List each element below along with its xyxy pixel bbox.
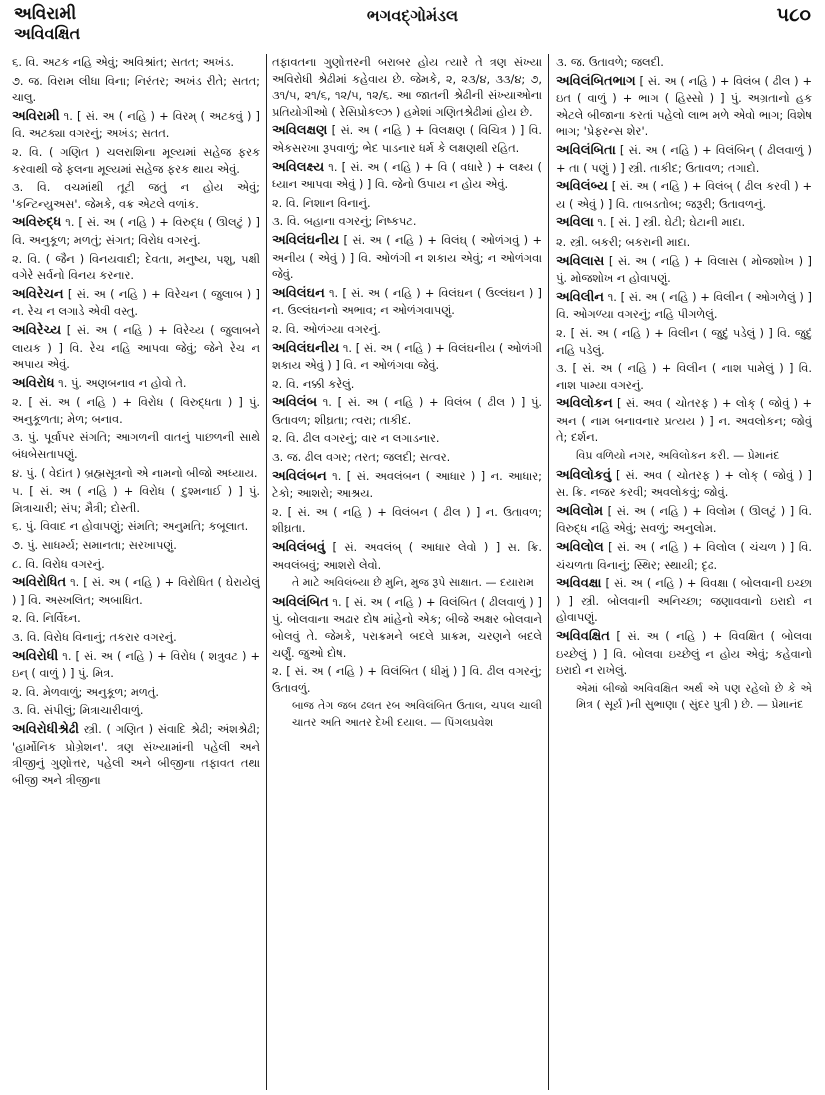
definition-text: ૧. [ સં. અ ( નહિ ) + વિલંબ ( ઢીલ ) ] પું. ઉતાવળ; શીઘ્રતા; ત્વરા; તાકીદ. — [272, 395, 542, 427]
definition-text: ૩. વિ. બહાના વગરનું; નિષ્કપટ. — [272, 214, 417, 229]
definition-text: ૧. [ સં. અ ( નહિ ) + વિલીન ( ઓગળેલું ) ] વિ. ઓગળ્યા વગરનું; નહિ પીગળેલું. — [556, 289, 812, 322]
dictionary-entry — [556, 142, 812, 176]
headword: અવિલંબન — [272, 468, 327, 484]
dictionary-entry — [12, 322, 260, 373]
dictionary-entry — [12, 144, 260, 177]
headword: અવિલંઘનીય — [272, 340, 340, 356]
dictionary-entry — [556, 467, 812, 501]
headword: અવિલોકવું — [556, 467, 612, 483]
headword: અવિલંબિત — [272, 594, 329, 610]
dictionary-entry — [12, 648, 260, 682]
headword: અવિવક્ષા — [556, 576, 602, 592]
definition-text: [ સં. અવ ( ચોતરફ ) + લોક્ ( જોવું ) + અન ( નામ બનાવનાર પ્રત્યય ) ] ન. અવલોકન; જોવું તે; દર્શન. — [556, 396, 812, 445]
headword: અવિરામી — [12, 108, 60, 124]
dictionary-entry — [556, 73, 812, 140]
dictionary-entry — [12, 483, 260, 516]
headword: અવિરેચન — [12, 286, 64, 302]
dictionary-entry — [556, 628, 812, 679]
headword: અવિરોધીશ્રેઢી — [12, 721, 80, 737]
dictionary-title: ભગવદ્ગોમંડલ — [366, 6, 459, 25]
dictionary-entry — [272, 394, 542, 428]
last-guide-word: અવિવક્ષિત — [14, 24, 81, 43]
citation-quote — [272, 575, 542, 592]
dictionary-entry — [272, 376, 542, 393]
dictionary-entry — [12, 108, 260, 142]
dictionary-entry — [556, 395, 812, 446]
headword: અવિરોધિત — [12, 575, 67, 591]
headword: અવિલક્ષણ — [272, 123, 328, 139]
column-divider — [548, 54, 549, 1090]
column-1 — [12, 54, 260, 1090]
definition-text: ૨. [ સં. અ ( નહિ ) + વિલંબિત ( ધીમું ) ] વિ. ઢીલ વગરનું; ઉતાવળું. — [272, 664, 542, 695]
dictionary-entry — [272, 594, 542, 661]
definition-text: ૧. [ સં. અ ( નહિ ) + વિરોધ ( શત્રુવટ ) + ઇન્ ( વાળું ) ] પું. મિત્ર. — [12, 648, 260, 681]
column-divider — [266, 54, 267, 1090]
definition-text: [ સં. અ ( નહિ ) + વિલોલ ( ચંચળ ) ] વિ. ચંચળતા વિનાનું; સ્થિર; સ્થાયી; દૃઢ. — [556, 540, 812, 572]
dictionary-entry — [12, 518, 260, 535]
headword: અવિલોલ — [556, 540, 604, 556]
headword: અવિરેચ્ય — [12, 322, 62, 338]
definition-text: ૬. પું. વિવાદ ન હોવાપણું; સંમતિ; અનુમતિ; કબૂલાત. — [12, 519, 249, 534]
definition-text: સ્ત્રી. ( ગણિત ) સંવાદિ શ્રેઢી; અંશશ્રેઢી; 'હાર્મોનિક પ્રોગ્રેશન'. ત્રણ સંખ્યામાંની પહેલી અને ત્રીજીનું ગુણોત્તર, પહેલી અને બીજીના તફાવત તથા બીજી અને ત્રીજીના — [12, 721, 260, 787]
headword: અવિરોધ — [12, 375, 55, 391]
definition-text: ૧. [ સં. અ ( નહિ ) + વિરોધિત ( ઘેરાયેલું ) ] વિ. અસ્ખલિત; અબાધિત. — [12, 575, 260, 607]
definition-text: ૧. [ સં. અવલંબન ( આધાર ) ] ન. આધાર; ટેકો; આશરો; આશ્રય. — [272, 468, 542, 501]
dictionary-entry — [12, 429, 260, 462]
headword: અવિલોકન — [556, 396, 613, 412]
definition-text: [ સં. અ ( નહિ ) + વિલક્ષણ ( વિચિત્ર ) ] વિ. એકસરખા રૂપવાળું; ભેદ પાડનાર ધર્મ કે લક્ષણથી રહિત. — [272, 123, 542, 155]
definition-text: ૪. પું. ( વેદાંત ) બ્રહ્મસૂત્રનો એ નામનો બીજો અધ્યાય. — [12, 465, 258, 480]
headword: અવિલીન — [556, 289, 604, 305]
dictionary-entry — [12, 251, 260, 284]
dictionary-entry — [272, 449, 542, 466]
definition-text: ૩. [ સં. અ ( નહિ ) + વિલીન ( નાશ પામેલું ) ] વિ. નાશ પામ્યા વગરનું. — [556, 361, 812, 392]
dictionary-entry — [272, 54, 542, 120]
dictionary-entry — [556, 539, 812, 573]
page-header — [0, 0, 825, 56]
dictionary-entry — [556, 575, 812, 626]
dictionary-entry — [556, 289, 812, 323]
citation-quote — [272, 698, 542, 731]
dictionary-entry — [12, 537, 260, 554]
citation-quote — [556, 448, 812, 465]
definition-text: [ સં. અ ( નહિ ) + વિલંબ્ ( ઢીલ કરવી ) + ય ( એવું ) ] વિ. તાબડતોબ; જરૂરી; ઉતાવળનું. — [556, 179, 812, 211]
definition-text: [ સં. અ ( નહિ ) + વિરેચ્ય ( જુલાબને લાયક ) ] વિ. રેચ નહિ આપવા જેવું; જેને રેચ ન અપાય એવું. — [12, 322, 260, 372]
definition-text: [ સં. અ ( નહિ ) + વિરેચન ( જુલાબ ) ] ન. રેચ ન લગાડે એવી વસ્તુ. — [12, 286, 260, 319]
definition-text: [ સં. અ ( નહિ ) + વિવક્ષિત ( બોલવા ઇચ્છેલું ) ] વિ. બોલવા ઇચ્છેલું ન હોય એવું; કહેવાનો ઇરાદો ન રાખેલું. — [556, 629, 812, 678]
dictionary-entry — [556, 234, 812, 251]
headword: અવિલંઘન — [272, 285, 325, 301]
dictionary-entry — [556, 214, 812, 232]
dictionary-entry — [12, 574, 260, 608]
definition-text: [ સં. અવ ( ચોતરફ ) + લોક્ ( જોવું ) ] સ. ક્રિ. નજર કરવી; અવલોકવું; જોવું. — [556, 467, 812, 500]
definition-text: એમાં બીજો અવિવક્ષિત અર્થ એ પણ રહેલો છે કે એ મિત્ર ( સૂર્ય )ની સુભાણા ( સુંદર પુત્રી ) છે. — પ્રેમાનંદ — [576, 681, 812, 712]
dictionary-entry — [556, 54, 812, 71]
dictionary-entry — [12, 214, 260, 248]
dictionary-entry — [556, 253, 812, 287]
dictionary-entry — [12, 556, 260, 573]
dictionary-entry — [12, 629, 260, 646]
headword: અવિલંઘનીય — [272, 232, 340, 248]
dictionary-entry — [12, 684, 260, 701]
dictionary-entry — [12, 465, 260, 482]
headword: અવિલંબ — [272, 395, 318, 411]
definition-text: ૧. [ સં. અ ( નહિ ) + વિરુદ્ધ ( ઊલટું ) ] વિ. અનુકૂળ; મળતું; સંગત; વિરોધ વગરનું. — [12, 215, 260, 247]
headword: અવિવક્ષિત — [556, 629, 610, 644]
definition-text: [ સં. અ ( નહિ ) + વિલંબિન્ ( ઢીલવાળું ) + તા ( પણું ) ] સ્ત્રી. તાકીદ; ઉતાવળ; તગાદો. — [556, 142, 812, 175]
definition-text: ૨. વિ. નિર્વિઘ્ન. — [12, 611, 81, 626]
first-guide-word: અવિરામી — [14, 4, 77, 24]
dictionary-entry — [272, 468, 542, 502]
definition-text: [ સં. અ ( નહિ ) + વિલંબ ( ઢીલ ) + ઇત ( વાળું ) + ભાગ ( હિસ્સો ) ] પું. અગ્રતાનો હક એટલે બીજાના કરતાં પહેલો લાભ મળે એવો ભાગ; વિશેષ ભાગ; 'પ્રેફરન્સ શેર'. — [556, 73, 812, 139]
dictionary-entry — [272, 340, 542, 374]
definition-text: ૧. [ સં. અ ( નહિ ) + વિરમ્ ( અટકવું ) ] વિ. અટક્યા વગરનું; અખંડ; સતત. — [12, 108, 260, 141]
definition-text: [ સં. અ ( નહિ ) + વિવક્ષા ( બોલવાની ઇચ્છા ) ] સ્ત્રી. બોલવાની અનિચ્છા; જણાવવાનો ઇરાદો ન હોવાપણું. — [556, 576, 812, 625]
dictionary-entry — [12, 394, 260, 427]
definition-text: ૩. વિ. સંપીલું; મિત્રાચારીવાળું. — [12, 703, 144, 718]
definition-text: ૧. [ સં. અ ( નહિ ) + વિ ( વધારે ) + લક્ષ્ય ( ધ્યાન આપવા એવું ) ] વિ. જેનો ઉપાય ન હોય એવું. — [272, 159, 542, 192]
dictionary-entry — [12, 610, 260, 627]
definition-text: ૧. પું. અણબનાવ ન હોવો તે. — [54, 375, 187, 390]
definition-text: ૨. [ સં. અ ( નહિ ) + વિલંબન ( ઢીલ ) ] ન. ઉતાવળ; શીઘ્રતા. — [272, 504, 542, 536]
headword: અવિરોધી — [12, 648, 59, 664]
dictionary-entry — [556, 178, 812, 212]
dictionary-entry — [556, 325, 812, 358]
definition-text: ૨. વિ. નક્કી કરેલું. — [272, 376, 355, 391]
headword: અવિલક્ષ્ય — [272, 159, 325, 175]
definition-text: ૬. વિ. અટક નહિ એવું; અવિશ્રાંત; સતત; અખંડ. — [12, 55, 235, 69]
headword: અવિલંબ્ય — [556, 179, 608, 195]
definition-text: ૨. વિ. ઢીલ વગરનું; વાર ન લગાડનાર. — [272, 431, 440, 446]
dictionary-entry — [272, 122, 542, 156]
definition-text: ૨. વિ. ઓળંગ્યા વગરનું. — [272, 321, 381, 336]
headword: અવિલંબવું — [272, 540, 326, 556]
definition-text: ૭. પું. સાધર્મ્ય; સમાનતા; સરખાપણું. — [12, 538, 177, 553]
headword: અવિલોમ — [556, 503, 604, 519]
dictionary-entry — [556, 503, 812, 537]
column-3 — [556, 54, 812, 1090]
dictionary-entry — [272, 504, 542, 537]
dictionary-entry — [272, 663, 542, 696]
definition-text: તફાવતના ગુણોત્તરની બરાબર હોય ત્યારે તે ત્રણ સંખ્યા અવિરોધી શ્રેઢીમાં કહેવાય છે. જેમકે, ૨, ૨૩/૪, ૩૩/૪; ૭, ૩૧/૫, ૨૧/૬, ૧૨/૫, ૧૨/૬. આ જાતની શ્રેઢીની સંખ્યાઓના પ્રતિયોગીઓ ( રેસિપ્રોકલ્ઝ ) હમેશાં ગણિતશ્રેઢીમાં હોય છે. — [272, 55, 542, 119]
definition-text: [ સં. અ ( નહિ ) + વિલંઘ્ ( ઓળંગવું ) + અનીય ( એવું ) ] વિ. ઓળંગી ન શકાય એવું; ન ઓળંગવા જેવું. — [272, 232, 542, 282]
dictionary-entry — [12, 375, 260, 393]
definition-text: [ સં. અ ( નહિ ) + વિલોમ ( ઊલટું ) ] વિ. વિરુદ્ધ નહિ એવું; સવળું; અનુલોમ. — [556, 503, 812, 536]
dictionary-entry — [272, 232, 542, 283]
dictionary-entry — [12, 179, 260, 212]
citation-quote — [556, 681, 812, 714]
definition-text: ૨. વિ. ( ગણિત ) ચલરાશિના મૂલ્યમાં સહેજ ફરક કરવાથી જે ફલના મૂલ્યમાં સહેજ ફરક થાય એવું. — [12, 144, 260, 176]
definition-text: ૩. જ. ઉતાવળે; જલદી. — [556, 55, 664, 69]
dictionary-entry — [272, 159, 542, 193]
dictionary-entry — [12, 286, 260, 320]
definition-text: [ સં. અવલંબ્ ( આધાર લેવો ) ] સ. ક્રિ. અવલંબવું; આશરો લેવો. — [272, 540, 542, 572]
dictionary-entry — [12, 73, 260, 106]
definition-text: ૧. [ સં. અ ( નહિ ) + વિલંઘનીય ( ઓળંગી શકાય એવું ) ] વિ. ન ઓળંગવા જેવું. — [272, 340, 542, 373]
definition-text: ૨. [ સં. અ ( નહિ ) + વિરોધ ( વિરુદ્ધતા ) ] પું. અનુકૂળતા; મેળ; બનાવ. — [12, 395, 260, 426]
definition-text: ૨. સ્ત્રી. બકરી; બકરાની માદા. — [556, 234, 691, 249]
definition-text: ૮. વિ. વિરોધ વગરનું. — [12, 556, 105, 571]
dictionary-entry — [272, 539, 542, 573]
dictionary-entry — [556, 360, 812, 393]
definition-text: ૨. વિ. મેળવાળું; અનુકૂળ; મળતું. — [12, 684, 159, 699]
definition-text: ૧. [ સં. અ ( નહિ ) + વિલંઘન ( ઉલ્લંઘન ) ] ન. ઉલ્લંઘનનો અભાવ; ન ઓળંગવાપણું. — [272, 285, 542, 318]
headword: અવિલાસ — [556, 253, 605, 269]
definition-text: ૨. વિ. ( જૈન ) વિનયવાદી; દેવતા, મનુષ્ય, પશુ, પક્ષી વગેરે સર્વનો વિનય કરનાર. — [12, 251, 260, 283]
dictionary-entry — [12, 702, 260, 719]
column-2 — [272, 54, 542, 1090]
definition-text: બાજ તેગ જબ ઢલત રબ અવિલંબિત ઉતાલ, ચપલ ચાલી ચાતર અતિ આતર દેખી દયાલ. — પિંગલપ્રવેશ — [292, 699, 542, 729]
definition-text: ૭. જ. વિરામ લીધા વિના; નિરંતર; અખંડ રીતે; સતત; ચાલુ. — [12, 73, 260, 105]
dictionary-entry — [272, 430, 542, 447]
definition-text: ૩. પું. પૂર્વાપર સંગતિ; આગળની વાતનું પાછળની સાથે બંધબેસતાપણું. — [12, 430, 260, 462]
page-number: ૫૮૦ — [776, 4, 811, 26]
dictionary-entry — [272, 321, 542, 338]
dictionary-entry — [272, 213, 542, 230]
definition-text: ૧. [ સં. ] સ્ત્રી. ઘેટી; ઘેટાની માદા. — [593, 215, 746, 230]
definition-text: વિપ્ર વળિયો નગર, અવિલોકન કરી. — પ્રેમાનંદ — [576, 449, 780, 463]
dictionary-entry — [272, 195, 542, 212]
headword: અવિલંબિતા — [556, 142, 616, 158]
headword: અવિરુદ્ધ — [12, 215, 62, 231]
definition-text: ૧. [ સં. અ ( નહિ ) + વિલંબિત ( ઢીલવાળું ) ] પું. બોલવાના અઢાર દોષ માંહેનો એક; બીજે અક્ષર બોલવાને બોલવું તે. જેમકે, પરાક્રમને બદલે પ્રાક્રમ, ચરણને બદલે ચર્ણું. જુઓ દોષ. — [272, 594, 542, 660]
dictionary-entry — [12, 54, 260, 71]
definition-text: ૨. [ સં. અ ( નહિ ) + વિલીન ( જુદું પડેલું ) ] વિ. જુદું નહિ પડેલું. — [556, 325, 812, 357]
definition-text: તે માટે અવિલંબ્યા છે મુનિ, મુજ રૂપે સાક્ષાત. — દયારામ — [292, 576, 534, 590]
definition-text: ૩. જ. ઢીલ વગર; તરત; જલદી; સત્વર. — [272, 450, 451, 465]
headword: અવિલા — [556, 215, 594, 231]
definition-text: ૫. [ સં. અ ( નહિ ) + વિરોધ ( દુશ્મનાઈ ) ] પું. મિત્રાચારી; સંપ; મૈત્રી; દોસ્તી. — [12, 484, 260, 515]
definition-text: ૩. વિ. વિરોધ વિનાનું; તકરાર વગરનું. — [12, 630, 177, 644]
dictionary-entry — [12, 721, 260, 788]
dictionary-entry — [272, 285, 542, 319]
headword: અવિલંબિતભાગ — [556, 73, 636, 89]
definition-text: ૨. વિ. નિશાન વિનાનું. — [272, 195, 371, 210]
definition-text: [ સં. અ ( નહિ ) + વિલાસ ( મોજશોખ ) ] પું. મોજશોખ ન હોવાપણું. — [556, 253, 812, 286]
definition-text: ૩. વિ. વચમાંથી તૂટી જતું ન હોય એવું; 'કન્ટિન્યુઅસ'. જેમકે, વક્ર એટલે વળાંક. — [12, 180, 260, 211]
